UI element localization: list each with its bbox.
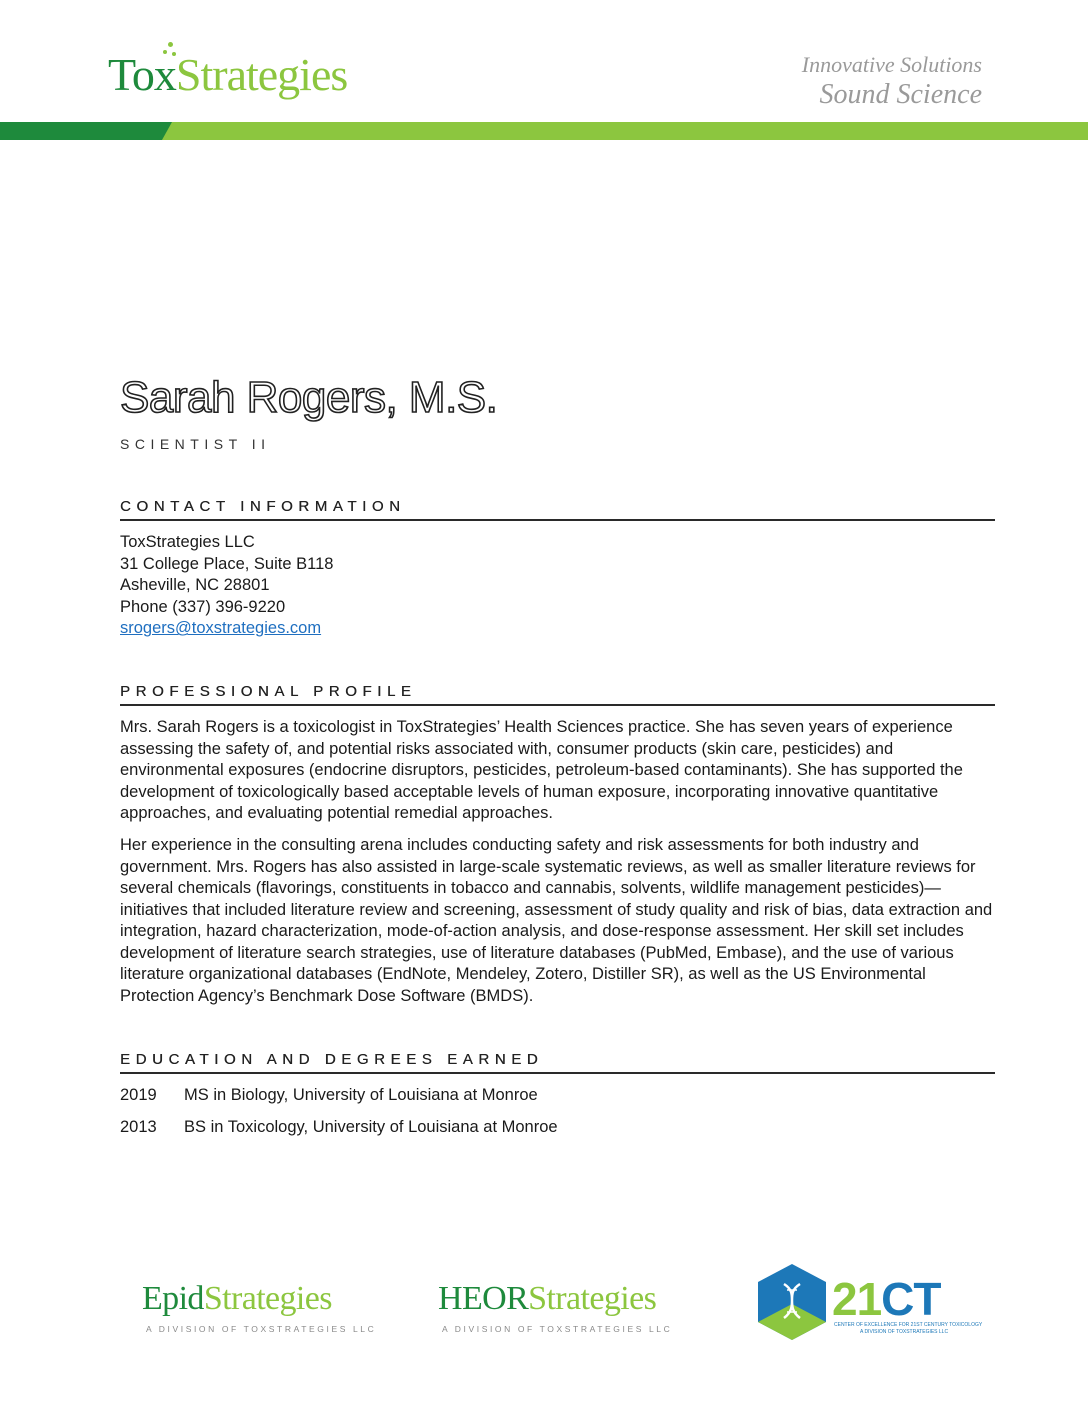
education-item — [120, 1086, 538, 1105]
contact-block — [120, 532, 333, 640]
21ct-subtitle-line1: CENTER OF EXCELLENCE FOR 21ST CENTURY TOXICOLOGY — [834, 1322, 983, 1328]
epid-logo-light: Strategies — [203, 1280, 332, 1317]
education-year: 2019 — [120, 1086, 157, 1104]
contact-address1: 31 College Place, Suite B118 — [120, 554, 334, 573]
education-degree: BS in Toxicology, University of Louisiana at Monroe — [184, 1118, 558, 1136]
education-divider — [120, 1072, 995, 1074]
logo-tox-text: Tox — [108, 49, 176, 100]
heorstrategies-logo — [438, 1282, 656, 1316]
epidstrategies-logo — [142, 1282, 332, 1316]
person-name: Sarah Rogers, M.S. — [120, 373, 498, 422]
education-degree: MS in Biology, University of Louisiana at Monroe — [184, 1086, 538, 1104]
education-heading: EDUCATION AND DEGREES EARNED — [120, 1051, 544, 1068]
education-year: 2013 — [120, 1118, 157, 1136]
contact-company: ToxStrategies LLC — [120, 533, 255, 551]
tagline-line2: Sound Science — [819, 79, 982, 111]
21ct-letters: CT — [881, 1273, 941, 1325]
21ct-subtitle-line2: A DIVISION OF TOXSTRATEGIES LLC — [860, 1329, 949, 1335]
toxstrategies-logo — [108, 49, 348, 100]
logo-strategies-text: Strategies — [175, 49, 348, 100]
21ct-number: 21 — [832, 1273, 882, 1325]
contact-address2: Asheville, NC 28801 — [120, 576, 270, 595]
header-band-accent — [0, 122, 172, 140]
heor-logo-light: Strategies — [528, 1280, 657, 1317]
21ct-logo-text — [832, 1273, 941, 1325]
education-item — [120, 1118, 558, 1137]
contact-email-link[interactable]: srogers@toxstrategies.com — [120, 619, 322, 638]
heor-subtitle: A DIVISION OF TOXSTRATEGIES LLC — [442, 1324, 673, 1334]
profile-paragraph-2: Her experience in the consulting arena includes conducting safety and risk assessments for both industry and government. Mrs. Rogers has also assisted in large-scale systematic reviews, as well as smaller literature reviews for several chemicals (flavorings, constituents in tobacco and cannabis, solvents, wildlife management pesticides)—initiatives that included literature review and screening, assessment of study quality and risk of bias, data extraction and integration, hazard characterization, mode-of-action analysis, and dose-response assessment. Her skill set includes development of literature search strategies, use of literature databases (PubMed, Embase), and the use of various literature organizational databases (EndNote, Mendeley, Zotero, Distiller SR), as well as the US Environmental Protection Agency’s Benchmark Dose Software (BMDS). — [120, 836, 993, 1005]
profile-heading: PROFESSIONAL PROFILE — [120, 683, 417, 700]
profile-paragraph-1: Mrs. Sarah Rogers is a toxicologist in ToxStrategies’ Health Sciences practice. She has seven years of experience assessing the safety of, and potential risks associated with, consumer products (skin care, pesticides) and environmental exposures (endocrine disruptors, pesticides, petroleum-based contaminants). She has supported the development of toxicologically based acceptable levels of human exposure, incorporating innovative quantitative approaches, and evaluating potential remedial approaches. — [120, 718, 963, 822]
epid-logo-dark: Epid — [142, 1280, 204, 1317]
contact-divider — [120, 519, 995, 521]
heor-logo-dark: HEOR — [438, 1280, 529, 1317]
tagline — [802, 52, 982, 112]
epid-subtitle: A DIVISION OF TOXSTRATEGIES LLC — [146, 1324, 377, 1334]
profile-divider — [120, 704, 995, 706]
person-title: SCIENTIST II — [120, 436, 271, 452]
contact-heading: CONTACT INFORMATION — [120, 498, 406, 515]
contact-phone: Phone (337) 396-9220 — [120, 597, 286, 616]
dna-hexagon-icon — [756, 1262, 828, 1342]
tagline-line1: Innovative Solutions — [801, 52, 982, 77]
